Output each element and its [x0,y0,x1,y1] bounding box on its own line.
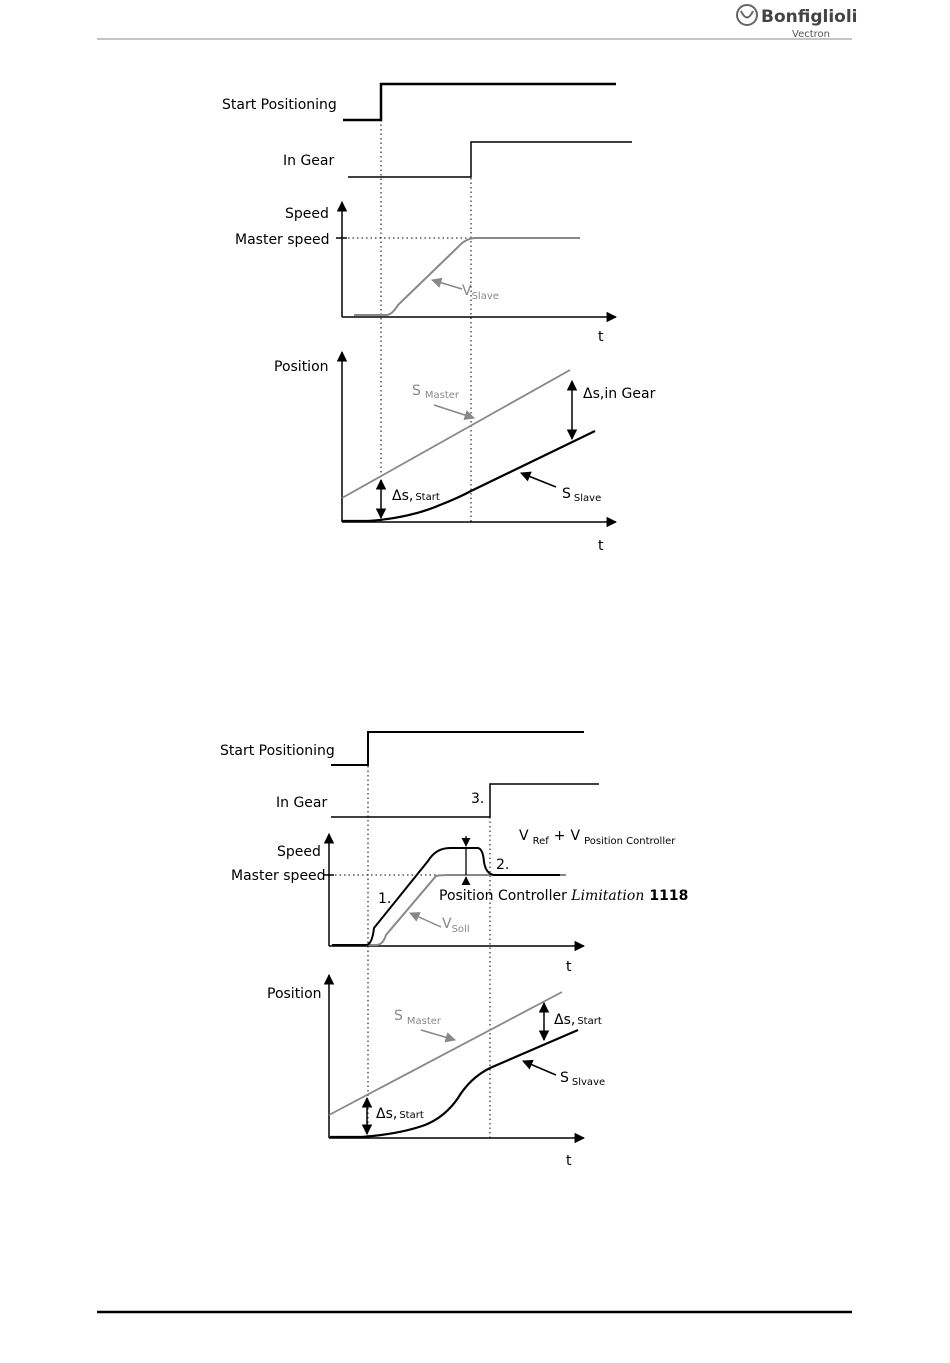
marker-1: 1. [378,891,392,907]
label-v-soll: $V_{Soll}$ [442,916,470,935]
position-t-label: t [598,538,604,554]
label-position-2: Position [267,986,322,1002]
s-master-arrow [434,405,474,418]
diagram-1 [222,84,656,554]
label-s-master: S $_{Master}$ [412,383,460,401]
label-position: Position [274,359,329,375]
speed-t-label: t [598,329,604,345]
label-speed-2: Speed [277,844,321,860]
label-delta-start: Δs, Start [392,488,440,504]
label-start-positioning-2: Start Positioning [220,743,335,759]
label-v-ref-plus-pc: V $_{Ref}$ + V $_{Position Controller}$ [519,828,676,847]
label-delta-in-gear: Δs,in Gear [583,386,656,402]
start-positioning-signal [343,84,616,120]
diagram-2 [220,732,688,1169]
label-delta-start-2: Δs, Start [376,1106,424,1122]
s-slave-arrow-2 [523,1061,556,1075]
start-positioning-signal-2 [331,732,584,765]
label-in-gear: In Gear [283,153,335,169]
s-master-arrow-2 [421,1030,455,1040]
speed-t-label-2: t [566,959,572,975]
position-t-label-2: t [566,1153,572,1169]
in-gear-signal-2 [331,784,599,817]
v-slave-curve [354,238,580,315]
v-slave-arrow [432,280,462,289]
label-in-gear-2: In Gear [276,795,328,811]
label-s-master-2: S $_{Master}$ [394,1008,442,1027]
marker-2: 2. [496,857,510,873]
label-master-speed: Master speed [235,232,330,248]
header [97,5,858,40]
logo-sub: Vectron [792,29,830,40]
marker-3: 3. [471,791,485,807]
logo-emblem-icon [737,5,757,25]
bonfiglioli-logo [737,5,858,40]
label-speed: Speed [285,206,329,222]
v-soll-arrow [410,913,441,927]
s-master-line-2 [329,992,562,1115]
in-gear-signal [348,142,632,177]
label-master-speed-2: Master speed [231,868,326,884]
label-s-slave: S $_{Slave}$ [562,486,602,504]
s-slave-arrow [521,473,556,487]
logo-name: Bonfiglioli [761,7,858,27]
label-delta-right: Δs, Start [554,1012,602,1028]
label-s-slave-2: S $_{Slvave}$ [560,1070,606,1088]
label-pc-limitation: Position Controller Limitation 1118 [439,888,689,904]
label-start-positioning: Start Positioning [222,97,337,113]
label-v-slave: $V_{Slave}$ [462,283,499,302]
